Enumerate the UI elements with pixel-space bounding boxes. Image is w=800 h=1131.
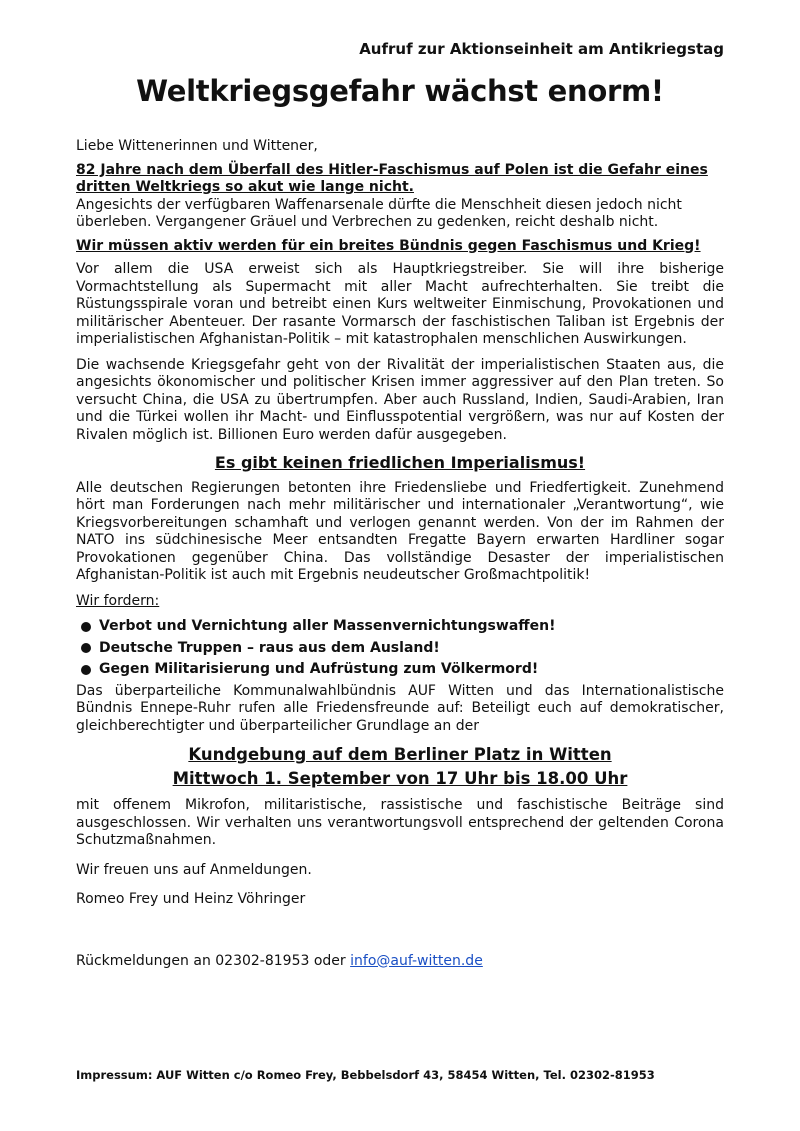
demand-text: Gegen Militarisierung und Aufrüstung zum Völkermord! bbox=[99, 661, 539, 677]
main-content bbox=[76, 138, 724, 970]
bullet-icon bbox=[81, 665, 91, 675]
paragraph-6: mit offenem Mikrofon, militaristische, rassistische und faschistische Beiträge sind ausgeschlossen. Wir verhalten uns verantwortungsvoll entsprechend der geltenden Corona Schutzmaßnahmen. bbox=[76, 797, 724, 848]
event-title: Kundgebung auf dem Berliner Platz in Witten bbox=[188, 745, 612, 764]
demand-text: Deutsche Truppen – raus aus dem Ausland! bbox=[99, 639, 440, 656]
bullet-icon bbox=[81, 643, 91, 653]
paragraph-2: Vor allem die USA erweist sich als Hauptkriegstreiber. Sie will ihre bisherige Vormachtstellung als Supermacht mit aller Macht aufrechterhalten. Sie treibt die Rüstungsspirale voran und betreibt einen Kurs weltweiter Einmischung, Provokationen und militärischer Abenteuer. Der rasante Vormarsch der faschistischen Taliban ist Ergebnis der imperialistischen Afghanistan-Politik – mit katastrophalen menschlichen Auswirkungen. bbox=[76, 261, 724, 347]
subheading-1: Wir müssen aktiv werden für ein breites Bündnis gegen Faschismus und Krieg! bbox=[76, 237, 701, 254]
closing-line: Wir freuen uns auf Anmeldungen. bbox=[76, 861, 312, 878]
event-time: Mittwoch 1. September von 17 Uhr bis 18.00 Uhr bbox=[172, 769, 628, 788]
imprint: Impressum: AUF Witten c/o Romeo Frey, Bebbelsdorf 43, 58454 Witten, Tel. 02302-81953 bbox=[76, 1068, 655, 1082]
demands-list bbox=[76, 618, 724, 679]
kicker-heading: Aufruf zur Aktionseinheit am Antikriegstag bbox=[359, 40, 724, 58]
lead-statement: 82 Jahre nach dem Überfall des Hitler-Faschismus auf Polen ist die Gefahr eines dritten Weltkriegs so akut wie lange nicht. bbox=[76, 161, 708, 195]
demand-text: Verbot und Vernichtung aller Massenvernichtungswaffen! bbox=[99, 618, 556, 634]
paragraph-4: Alle deutschen Regierungen betonten ihre Friedensliebe und Friedfertigkeit. Zunehmend hört man Forderungen nach mehr militärischer und internationaler „Verantwortung“, wie Kriegsvorbereitungen schamhaft und verlogen genannt werden. Von der im Rahmen der NATO ins südchinesische Meer entsandten Fregatte Bayern erwarten Hardliner sogar Provokationen gegenüber China. Das vollständige Desaster der imperialistischen Afghanistan-Politik ist auch mit Ergebnis neudeutscher Großmachtpolitik! bbox=[76, 479, 724, 583]
demands-heading: Wir fordern: bbox=[76, 592, 160, 609]
list-item bbox=[76, 661, 724, 679]
list-item bbox=[76, 640, 724, 658]
page-title: Weltkriegsgefahr wächst enorm! bbox=[136, 74, 664, 108]
signature: Romeo Frey und Heinz Vöhringer bbox=[76, 891, 306, 907]
subheading-2: Es gibt keinen friedlichen Imperialismus! bbox=[214, 453, 586, 472]
paragraph-3: Die wachsende Kriegsgefahr geht von der Rivalität der imperialistischen Staaten aus, die angesichts ökonomischer und politischer Krisen immer aggressiver auf den Plan treten. So versucht China, die USA zu übertrumpfen. Aber auch Russland, Indien, Saudi-Arabien, Iran und die Türkei wollen ihr Macht- und Einflusspotential vergrößern, was nur auf Kosten der Rivalen möglich ist. Billionen Euro werden dafür ausgegeben. bbox=[76, 356, 724, 443]
list-item bbox=[76, 618, 724, 636]
salutation: Liebe Wittenerinnen und Wittener, bbox=[76, 138, 318, 154]
paragraph-1: Angesichts der verfügbaren Waffenarsenale dürfte die Menschheit diesen jedoch nicht überleben. Vergangener Gräuel und Verbrechen zu gedenken, reicht deshalb nicht. bbox=[76, 196, 682, 230]
contact-prefix: Rückmeldungen an 02302-81953 oder bbox=[76, 952, 351, 969]
bullet-icon bbox=[81, 622, 91, 632]
paragraph-5: Das überparteiliche Kommunalwahlbündnis AUF Witten und das Internationalistische Bündnis Ennepe-Ruhr rufen alle Friedensfreunde auf: Beteiligt euch auf demokratischer, gleichberechtigter und überparteilicher Grundlage an der bbox=[76, 682, 724, 734]
contact-line bbox=[76, 953, 724, 971]
email-link[interactable]: info@auf-witten.de bbox=[350, 952, 483, 969]
